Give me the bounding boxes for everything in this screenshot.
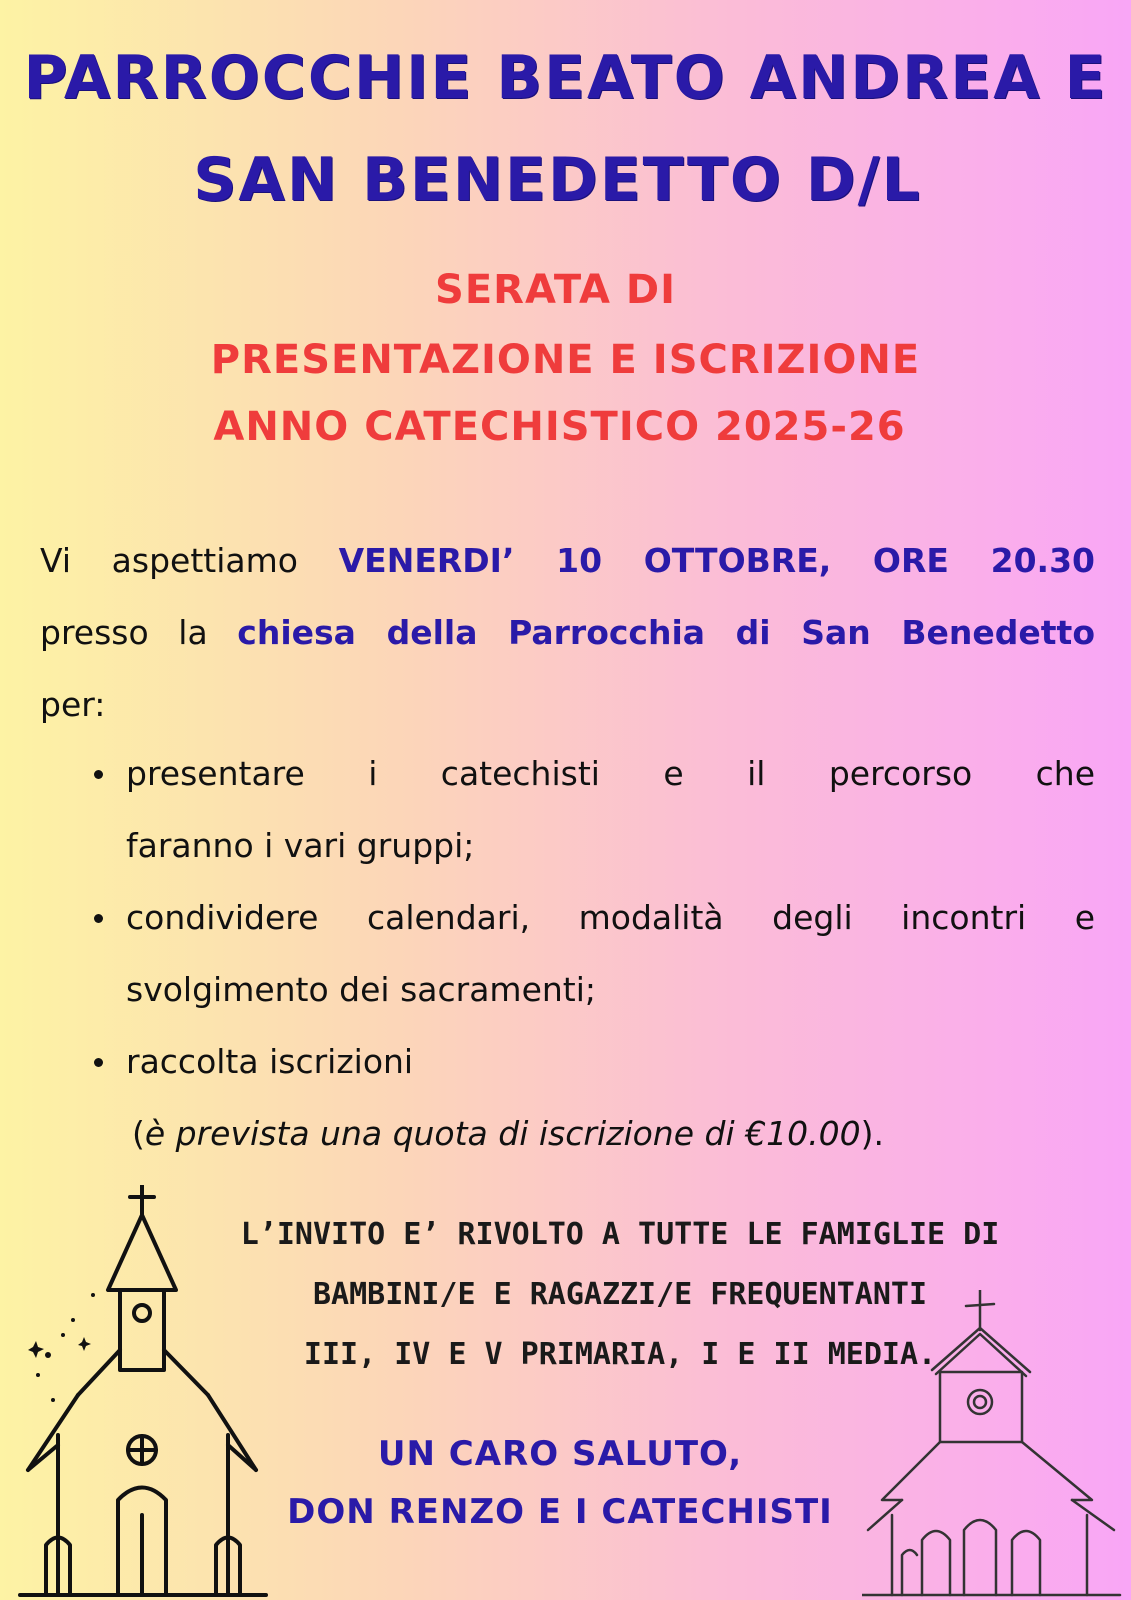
list-item bbox=[90, 1026, 1095, 1098]
intro-paragraph bbox=[40, 525, 1095, 741]
greeting-line-1: UN CARO SALUTO, bbox=[377, 1434, 743, 1474]
title-line-1: PARROCCHIE BEATO ANDREA E bbox=[23, 43, 1108, 113]
title-line-2: SAN BENEDETTO D/L bbox=[193, 145, 922, 215]
intro-text-3: per: bbox=[40, 685, 106, 724]
invite-line-1: L’INVITO E’ RIVOLTO A TUTTE LE FAMIGLIE DI bbox=[240, 1217, 1000, 1252]
invite-line-3: III, IV E V PRIMARIA, I E II MEDIA. bbox=[303, 1337, 937, 1372]
intro-text-2: presso la bbox=[40, 613, 238, 652]
bullet-1-line-2: faranno i vari gruppi; bbox=[126, 826, 475, 865]
bullet-3-line-1: raccolta iscrizioni bbox=[126, 1042, 414, 1081]
list-item bbox=[90, 738, 1095, 882]
invite-line-2: BAMBINI/E E RAGAZZI/E FREQUENTANTI bbox=[312, 1277, 928, 1312]
bullet-1-line-1: presentare i catechisti e il percorso che bbox=[126, 754, 1095, 793]
intro-text-1: Vi aspettiamo bbox=[40, 541, 339, 580]
event-datetime: VENERDI’ 10 OTTOBRE, ORE 20.30 bbox=[338, 541, 1095, 580]
greeting-line-2: DON RENZO E I CATECHISTI bbox=[287, 1492, 833, 1532]
church-right-icon bbox=[862, 1290, 1122, 1600]
bullet-list bbox=[90, 738, 1095, 1170]
fee-note-close: ). bbox=[860, 1114, 884, 1153]
church-left-icon bbox=[18, 1185, 268, 1600]
subtitle-line-2: PRESENTAZIONE E ISCRIZIONE bbox=[210, 337, 921, 383]
bullet-2-line-2: svolgimento dei sacramenti; bbox=[126, 970, 597, 1009]
fee-note-open: ( bbox=[132, 1114, 145, 1153]
fee-note-text: è prevista una quota di iscrizione di €10.00 bbox=[144, 1114, 861, 1153]
subtitle-line-1: SERATA DI bbox=[435, 267, 676, 313]
event-place: chiesa della Parrocchia di San Benedetto bbox=[237, 613, 1095, 652]
intro-line-2 bbox=[40, 597, 1095, 669]
fee-note bbox=[90, 1098, 1095, 1170]
subtitle-line-3: ANNO CATECHISTICO 2025-26 bbox=[213, 404, 906, 450]
bullet-2-line-1: condividere calendari, modalità degli incontri e bbox=[126, 898, 1095, 937]
greeting bbox=[230, 1425, 890, 1541]
list-item bbox=[90, 882, 1095, 1026]
intro-line-1 bbox=[40, 525, 1095, 597]
